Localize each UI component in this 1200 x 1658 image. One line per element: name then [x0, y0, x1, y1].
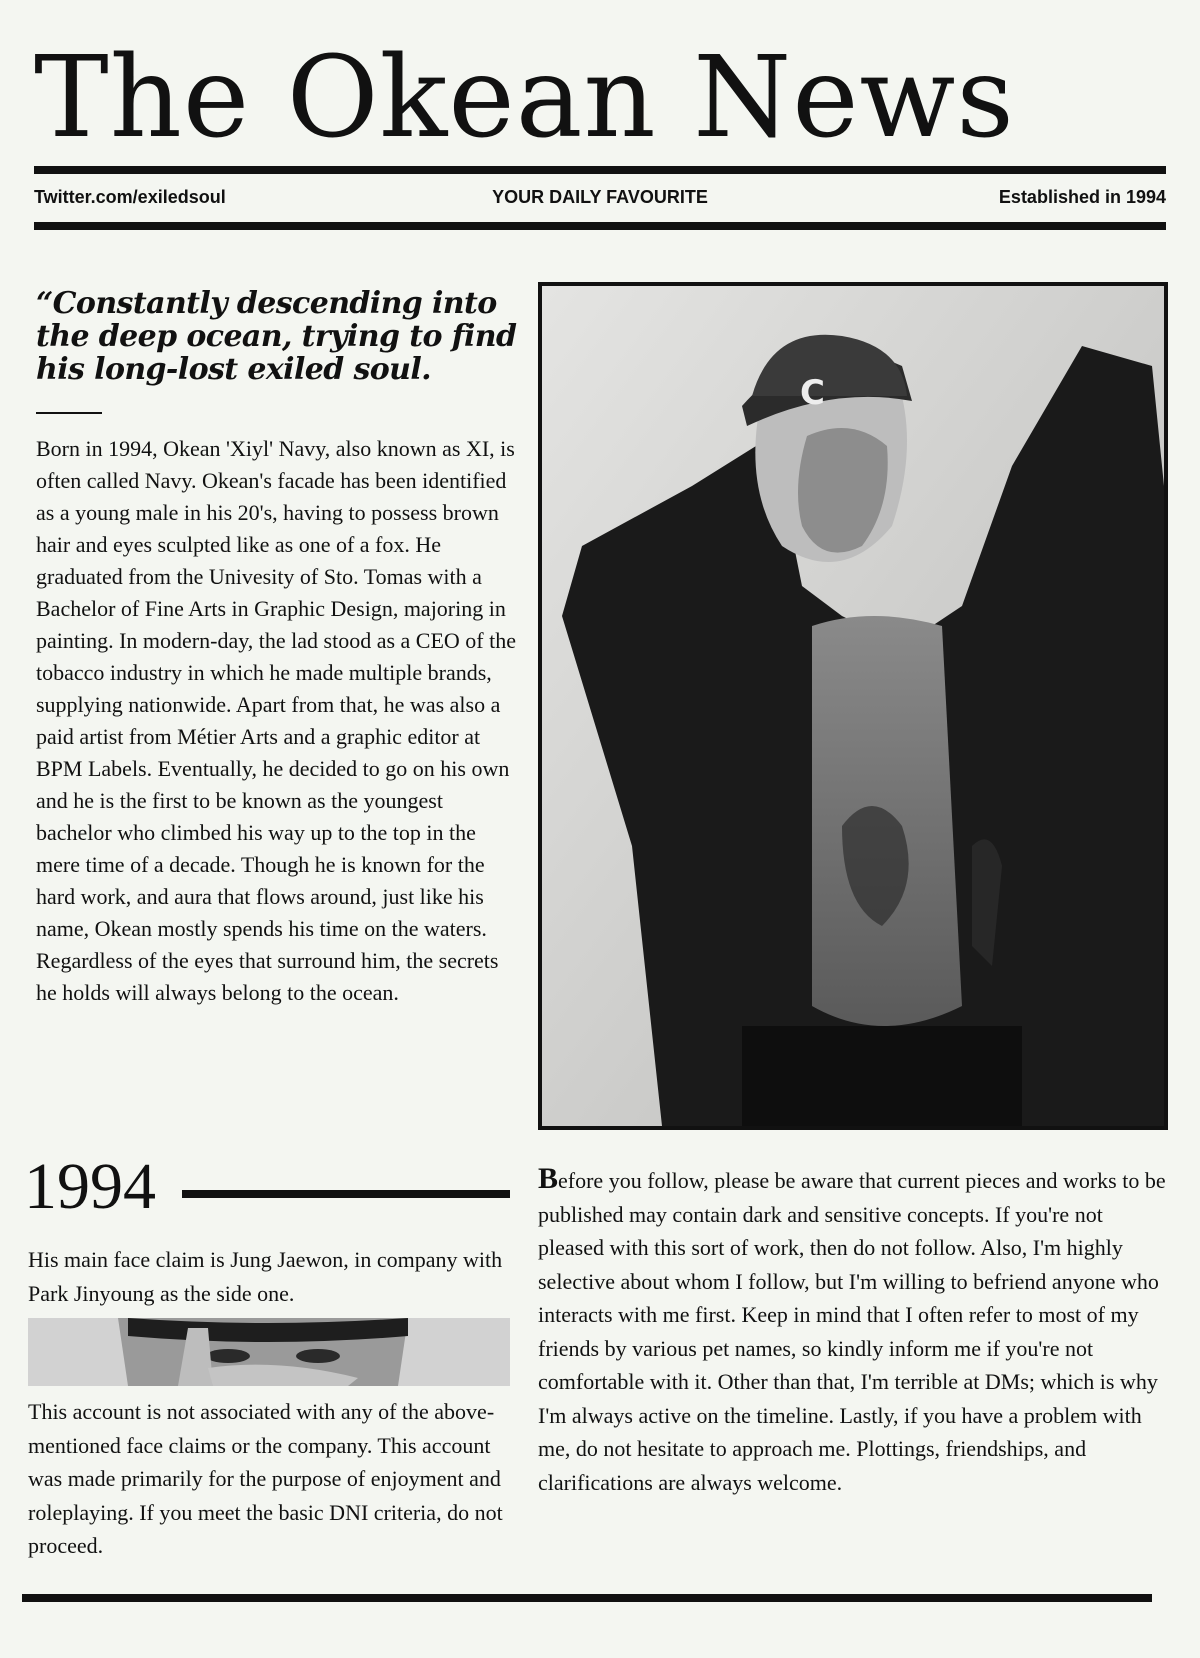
pull-quote [36, 287, 526, 386]
portrait-photo [538, 282, 1168, 1130]
disclaimer-text: This account is not associated with any of the above-mentioned face claims or the company. This account was made primarily for the purpose of enjoyment and roleplaying. If you meet the basic DNI criteria, do not proceed. [28, 1399, 503, 1558]
twitter-handle: Twitter.com/exiledsoul [34, 187, 226, 207]
quote-divider [36, 412, 102, 414]
bio-paragraph: Born in 1994, Okean 'Xiyl' Navy, also known as XI, is often called Navy. Okean's facade has been identified as a young male in his 20's, having to possess brown hair and eyes sculpted like as one of a fox. He graduated from the Univesity of Sto. Tomas with a Bachelor of Fine Arts in Graphic Design, majoring in painting. In modern-day, the lad stood as a CEO of the tobacco industry in which he made multiple brands, supplying nationwide. Apart from that, he was also a paid artist from Métier Arts and a graphic editor at BPM Labels. Eventually, he decided to go on his own and he is the first to be known as the youngest bachelor who climbed his way up to the top in the mere time of a decade. Though he is known for the hard work, and aura that flows around, just like his name, Okean mostly spends his time on the waters. Regardless of the eyes that surround him, the secrets he holds will always belong to the ocean. [36, 436, 517, 1005]
tagline: YOUR DAILY FAVOURITE [492, 187, 708, 207]
notice-drop-cap: B [538, 1162, 559, 1195]
masthead-bottom-rule [34, 222, 1166, 230]
established-date: Established in 1994 [998, 187, 1166, 207]
quote-mark: “ [36, 286, 53, 321]
masthead-top-rule [34, 166, 1166, 174]
portrait-illustration [542, 286, 1164, 1126]
quote-text: Constantly descending into the deep ocean, trying to find his long-lost exiled soul. [36, 286, 517, 387]
svg-text:C: C [800, 373, 825, 413]
face-claim-text: His main face claim is Jung Jaewon, in company with Park Jinyoung as the side one. [28, 1247, 503, 1306]
face-claim-illustration [28, 1318, 510, 1386]
face-claim-strip [28, 1318, 510, 1386]
footer-rule [22, 1594, 1152, 1602]
masthead-title: The Okean News [34, 33, 1015, 163]
notice-text: efore you follow, please be aware that current pieces and works to be published may contain dark and sensitive concepts. If you're not pleased with this sort of work, then do not follow. Also, I'm highly selective about whom I follow, but I'm willing to befriend anyone who interacts with me first. Keep in mind that I often refer to most of my friends by various pet names, so kindly inform me if you're not comfortable with it. Other than that, I'm terrible at DMs; which is why I'm always active on the timeline. Lastly, if you have a problem with me, do not hesitate to approach me. Plottings, friendships, and clarifications are always welcome. [538, 1168, 1166, 1495]
notice-paragraph [538, 1162, 1166, 1499]
year-heading: 1994 [24, 1150, 156, 1223]
year-rule [182, 1190, 510, 1198]
